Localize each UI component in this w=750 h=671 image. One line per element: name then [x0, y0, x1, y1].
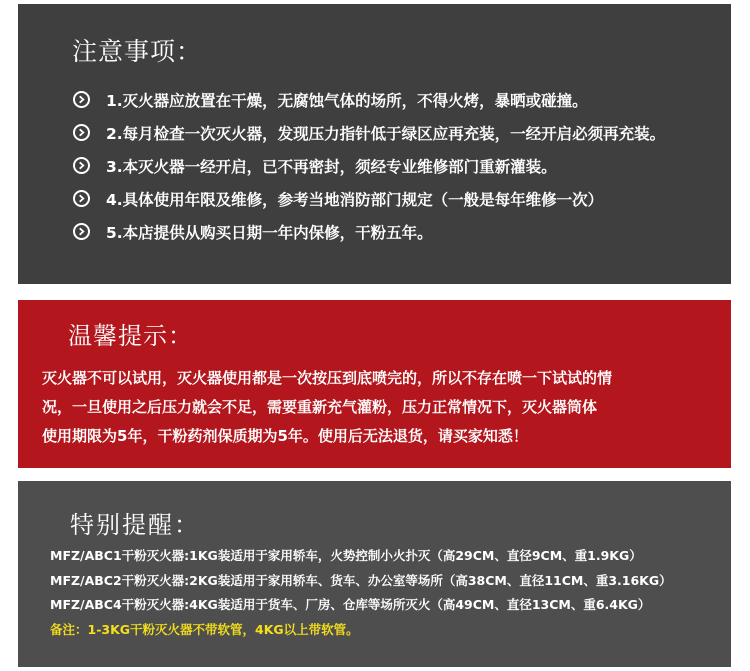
reminder-title: 特别提醒：: [70, 511, 200, 539]
notice-item: [73, 116, 665, 149]
tips-line: 使用期限为5年，干粉药剂保质期为5年。使用后无法退货，请买家知悉！: [42, 427, 528, 445]
notice-title: 注意事项：: [72, 37, 203, 66]
notice-panel: [18, 4, 731, 284]
notice-item-text: 4.具体使用年限及维修，参考当地消防部门规定（一般是每年维修一次）: [106, 190, 604, 209]
notice-item-text: 3.本灭火器一经开启，已不再密封，须经专业维修部门重新灌装。: [106, 157, 557, 176]
tips-line: 灭火器不可以试用，灭火器使用都是一次按压到底喷完的，所以不存在喷一下试试的情: [42, 369, 613, 387]
reminder-note: 备注：1-3KG干粉灭火器不带软管，4KG以上带软管。: [50, 621, 359, 637]
tips-line: 况，一旦使用之后压力就会不足，需要重新充气灌粉，压力正常情况下，灭火器筒体: [42, 398, 598, 416]
notice-list: [73, 83, 665, 248]
reminder-line: MFZ/ABC1干粉灭火器:1KG装适用于家用轿车，火势控制小火扑灭（高29CM、直径9CM、重1.9KG）: [50, 548, 642, 563]
reminder-panel: [18, 481, 731, 667]
notice-item-text: 5.本店提供从购买日期一年内保修，干粉五年。: [106, 223, 433, 242]
reminder-list: [50, 544, 672, 642]
notice-item: [73, 215, 665, 248]
notice-item-text: 1.灭火器应放置在干燥，无腐蚀气体的场所，不得火烤，暴晒或碰撞。: [106, 91, 588, 110]
circle-arrow-right-icon: [73, 190, 90, 207]
notice-item: [73, 182, 665, 215]
notice-item-text: 2.每月检查一次灭火器，发现压力指针低于绿区应再充装，一经开启必须再充装。: [106, 124, 666, 143]
tips-title: 温馨提示：: [68, 322, 193, 350]
tips-body: [42, 364, 722, 451]
reminder-line: MFZ/ABC4干粉灭火器:4KG装适用于货车、厂房、仓库等场所灭火（高49CM、直径13CM、重6.4KG）: [50, 597, 651, 612]
reminder-line: MFZ/ABC2干粉灭火器:2KG装适用于家用轿车、货车、办公室等场所（高38CM、直径11CM、重3.16KG）: [50, 572, 672, 588]
notice-item: [73, 149, 665, 182]
tips-panel: [18, 300, 731, 468]
circle-arrow-right-icon: [73, 91, 90, 108]
circle-arrow-right-icon: [73, 124, 90, 141]
circle-arrow-right-icon: [73, 157, 90, 174]
notice-item: [73, 83, 665, 116]
circle-arrow-right-icon: [73, 223, 90, 240]
